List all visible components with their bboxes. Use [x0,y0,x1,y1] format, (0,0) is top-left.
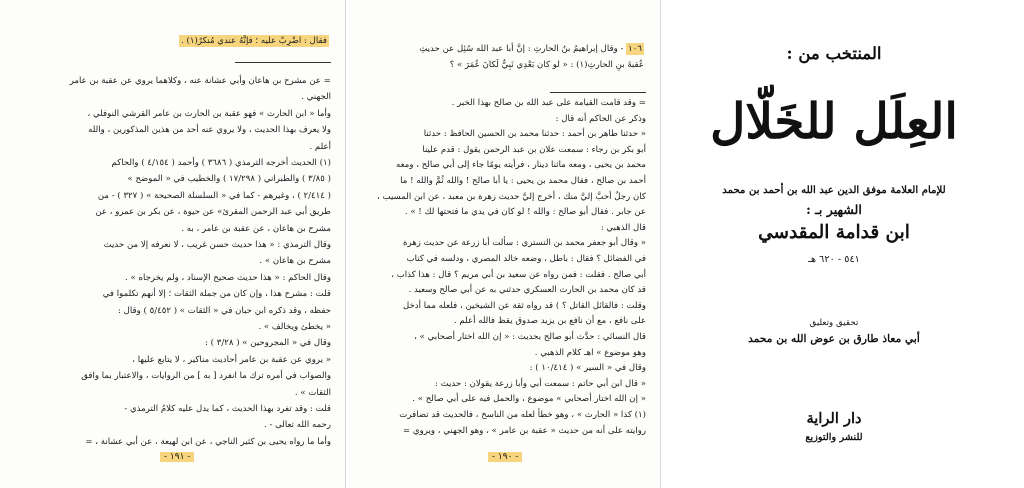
text-line: ( ٢/٤١٤ ) ، وغيرهم - كما في « السلسلة الصحيحة » ( ٣٢٧ ) - من [97,190,331,201]
page-number-190: - ١٩٠ - [488,452,522,462]
text-line: قال الذهبي : [600,222,646,233]
cover-publisher-sub: للنشر والتوزيع [805,432,863,443]
cover-editor: أبي معاذ طارق بن عوض الله بن محمد [748,332,920,345]
text-line: « يخطئ ويخالف » . [258,322,331,332]
text-line: محمد بن يحيى ، ومعه ماثنا دينار ، فرأيته يومًا جاء إلى أبي صالح ، ومعه [395,160,646,171]
footnote-divider [235,62,331,63]
page-191 [0,0,346,488]
text-line: (١) كذا « الحارث » ، وهو خطأ لعله من الناسخ ، فالحديث قد تضافرت [399,410,646,420]
text-line: « حدثنا طاهر بن أحمد : حدثنا محمد بن الحسين الحافظ : حدثنا [423,129,646,140]
text-line: على نافع ، مع أن نافع بن يزيد صدوق يقظ فالله أعلم . [453,316,646,327]
text-line: قلت : وقد تفرد بهذا الحديث ، كما يدل عليه كلامُ الترمذي - [124,404,331,414]
cover-pre-title: المنتخب من : [786,44,882,63]
text-line: « إن الله اختار أصحابي » موضوع ، والحمل فيه على أبي صالح » . [412,394,646,405]
text-line: الجهني . [301,92,331,103]
text-line: « قال ابن أبي حاتم : سمعت أبي وأبا زرعة يقولان : حديث : [434,378,646,389]
entry-number: ١٠٦ [628,44,642,54]
text-line: وقال في « السير » ( ١٠/٤١٤ ) : [529,363,646,374]
text-line: وقال الترمذي : « هذا حديث حسن غريب ، لا نعرفه إلا من حديث [103,240,331,250]
text-line: (١) الحديث أخرجه الترمذي ( ٣٦٨٦ ) وأحمد ( ٤/١٥٤ ) والحاكم [111,158,331,168]
text-line: أبي صالح . فقلت : فمن رواه عن سعيد بن أبي مريم ؟ قال : هذا كذاب ، [391,269,646,280]
text-line: وأما ما رواه يحيى بن كثير الناجي ، عن ابن لهيعة ، عن أبي عشانة ، = [85,436,331,447]
cover-editor-label: تحقيق وتعليق [809,318,859,328]
page-number-191: - ١٩١ - [160,452,194,462]
text-line: وذكر عن الحاكم أنه قال : [555,113,646,124]
text-line: روايته على أنه من حديث « عقبة بن عامر » ، وهو الجهني ، ويروي = [402,425,646,436]
text-line: مشرح بن هاعان » . [259,256,331,267]
entry-106-text: ١٠٦ - وقال إبراهيمُ بنُ الحارثِ : إنَّ أبا عبد الله سُئِل عن حديثِ [419,44,642,54]
text-line: والصواب في أمره ترك ما انفرد [ به ] من الروايات ، والاعتبار بما وافق [81,371,331,382]
text-line: ولا يعرف بهذا الحديث ، ولا يروي عنه أحد من هذين المذكورين ، والله [88,125,331,136]
text-line: أبو بكر بن رجاء : سمعت علان بن عبد الرحمن يقول : قدم علينا [422,144,646,155]
text-line: ( ٣/٨٥ ) والطبراني ( ١٧/٢٩٨ ) والخطيب في « الموضح » [127,174,331,185]
cover-main-title: العِلَل للخَلّال [710,93,958,150]
cover-publisher: دار الراية [806,410,862,427]
entry-106-line-1 [419,44,644,55]
text-line: مشرح بن هاعان ، عن عقبة بن عامر ، به . [181,223,331,234]
text-line: في الفضائل ؟ فقال : باطل ، وضعه خالد المصري ، ودلسه في كتاب [406,254,646,264]
text-line: « يروي عن عقبة بن عامر أحاديث مناكير ، لا يتابع عليها ، [132,354,331,365]
text-line: كان رجلٌ أحبَّ إليَّ منك ، أخرج إليَّ حديث زهرة بن معبد ، عن ابن المسيب ، [377,191,646,202]
text-line: وقال في « المجروحين » ( ٣/٢٨ ) : [205,338,331,349]
cover-author-line: للإمام العلامة موفق الدين عبد الله بن أحمد بن محمد [722,184,946,196]
highlight-text: فقال : اضْرِبْ عليه ؛ فإنَّهُ عندي مُنكرٌ(١) . [181,36,327,46]
book-cover [664,0,1024,488]
text-line: قلت : مشرح هذا ، وإن كان من جملة الثقات ؛ إلا أنهم تكلموا في [102,289,331,300]
text-line: = وقد قامت القيامة على عبد الله بن صالح بهذا الخبر . [451,98,646,108]
page-190 [348,0,661,488]
cover-years: ٥٤١ - ٦٢٠ هـ [808,254,860,265]
text-line: رحمه الله تعالى - . [264,420,331,431]
text-line: وأما « ابن الحارث » فهو عقبة بن الحارث بن عامر القرشي النوفلي ، [87,108,331,119]
entry-106-line-2: عُقبةَ بنِ الحارثِ(١) : « لو كان بَعْدِي نَبِيٌّ لَكانَ عُمَرَ » ؟ [449,60,644,70]
text-line: قد كان محمد بن الحارث العسكري حدثني به عن أبي صالح وسعيد . [408,285,646,296]
text-line: قال النسائي : حدَّث أبو صالح بحديث : « إن الله اختار أصحابي » ، [414,332,646,342]
footnote-divider [550,92,646,93]
text-line: وقال الحاكم : « هذا حديث صحيح الإسناد ، ولم يخرجاه » . [125,272,331,283]
text-line: أعلم . [309,141,331,152]
text-line: وقلت : فالقائل القاتل ؟ ) قد رواه ثقة عن الشيخين ، فلعله مما أدخل [402,300,646,311]
text-line: = عن مشرح بن هاعان وأبي عشانة عنه ، وكلاهما يروي عن عقبة بن عامر [69,76,331,86]
cover-author-name: ابن قدامة المقدسي [758,222,910,243]
cover-known-as: الشهير بـ : [806,202,862,217]
text-line: أحمد بن صالح ، فقال محمد بن يحيى : يا أبا صالح ! والله ثُمَّ والله ! ما [400,176,646,186]
text-line: « وقال أبو جعفر محمد بن التستري : سألت أبا زرعة عن حديث زهرة [402,238,646,249]
highlighted-passage [179,36,329,47]
text-line: حفظه ، وقد ذكره ابن حبان في « الثقات » ( ٥/٤٥٢ ) وقال : [118,305,331,316]
text-line: طريق أبي عبد الرحمن المقرئ» عن حيوة ، عن بكر بن عمرو ، عن [95,207,331,218]
text-line: عن جابر . فقال أبو صالح : والله ! لو كان في يدي ما فتحتها لك ! » . [404,207,646,218]
text-line: الثقات » . [294,387,331,398]
text-line: وهو موضوع » اهـ كلام الذهبي . [534,347,646,358]
